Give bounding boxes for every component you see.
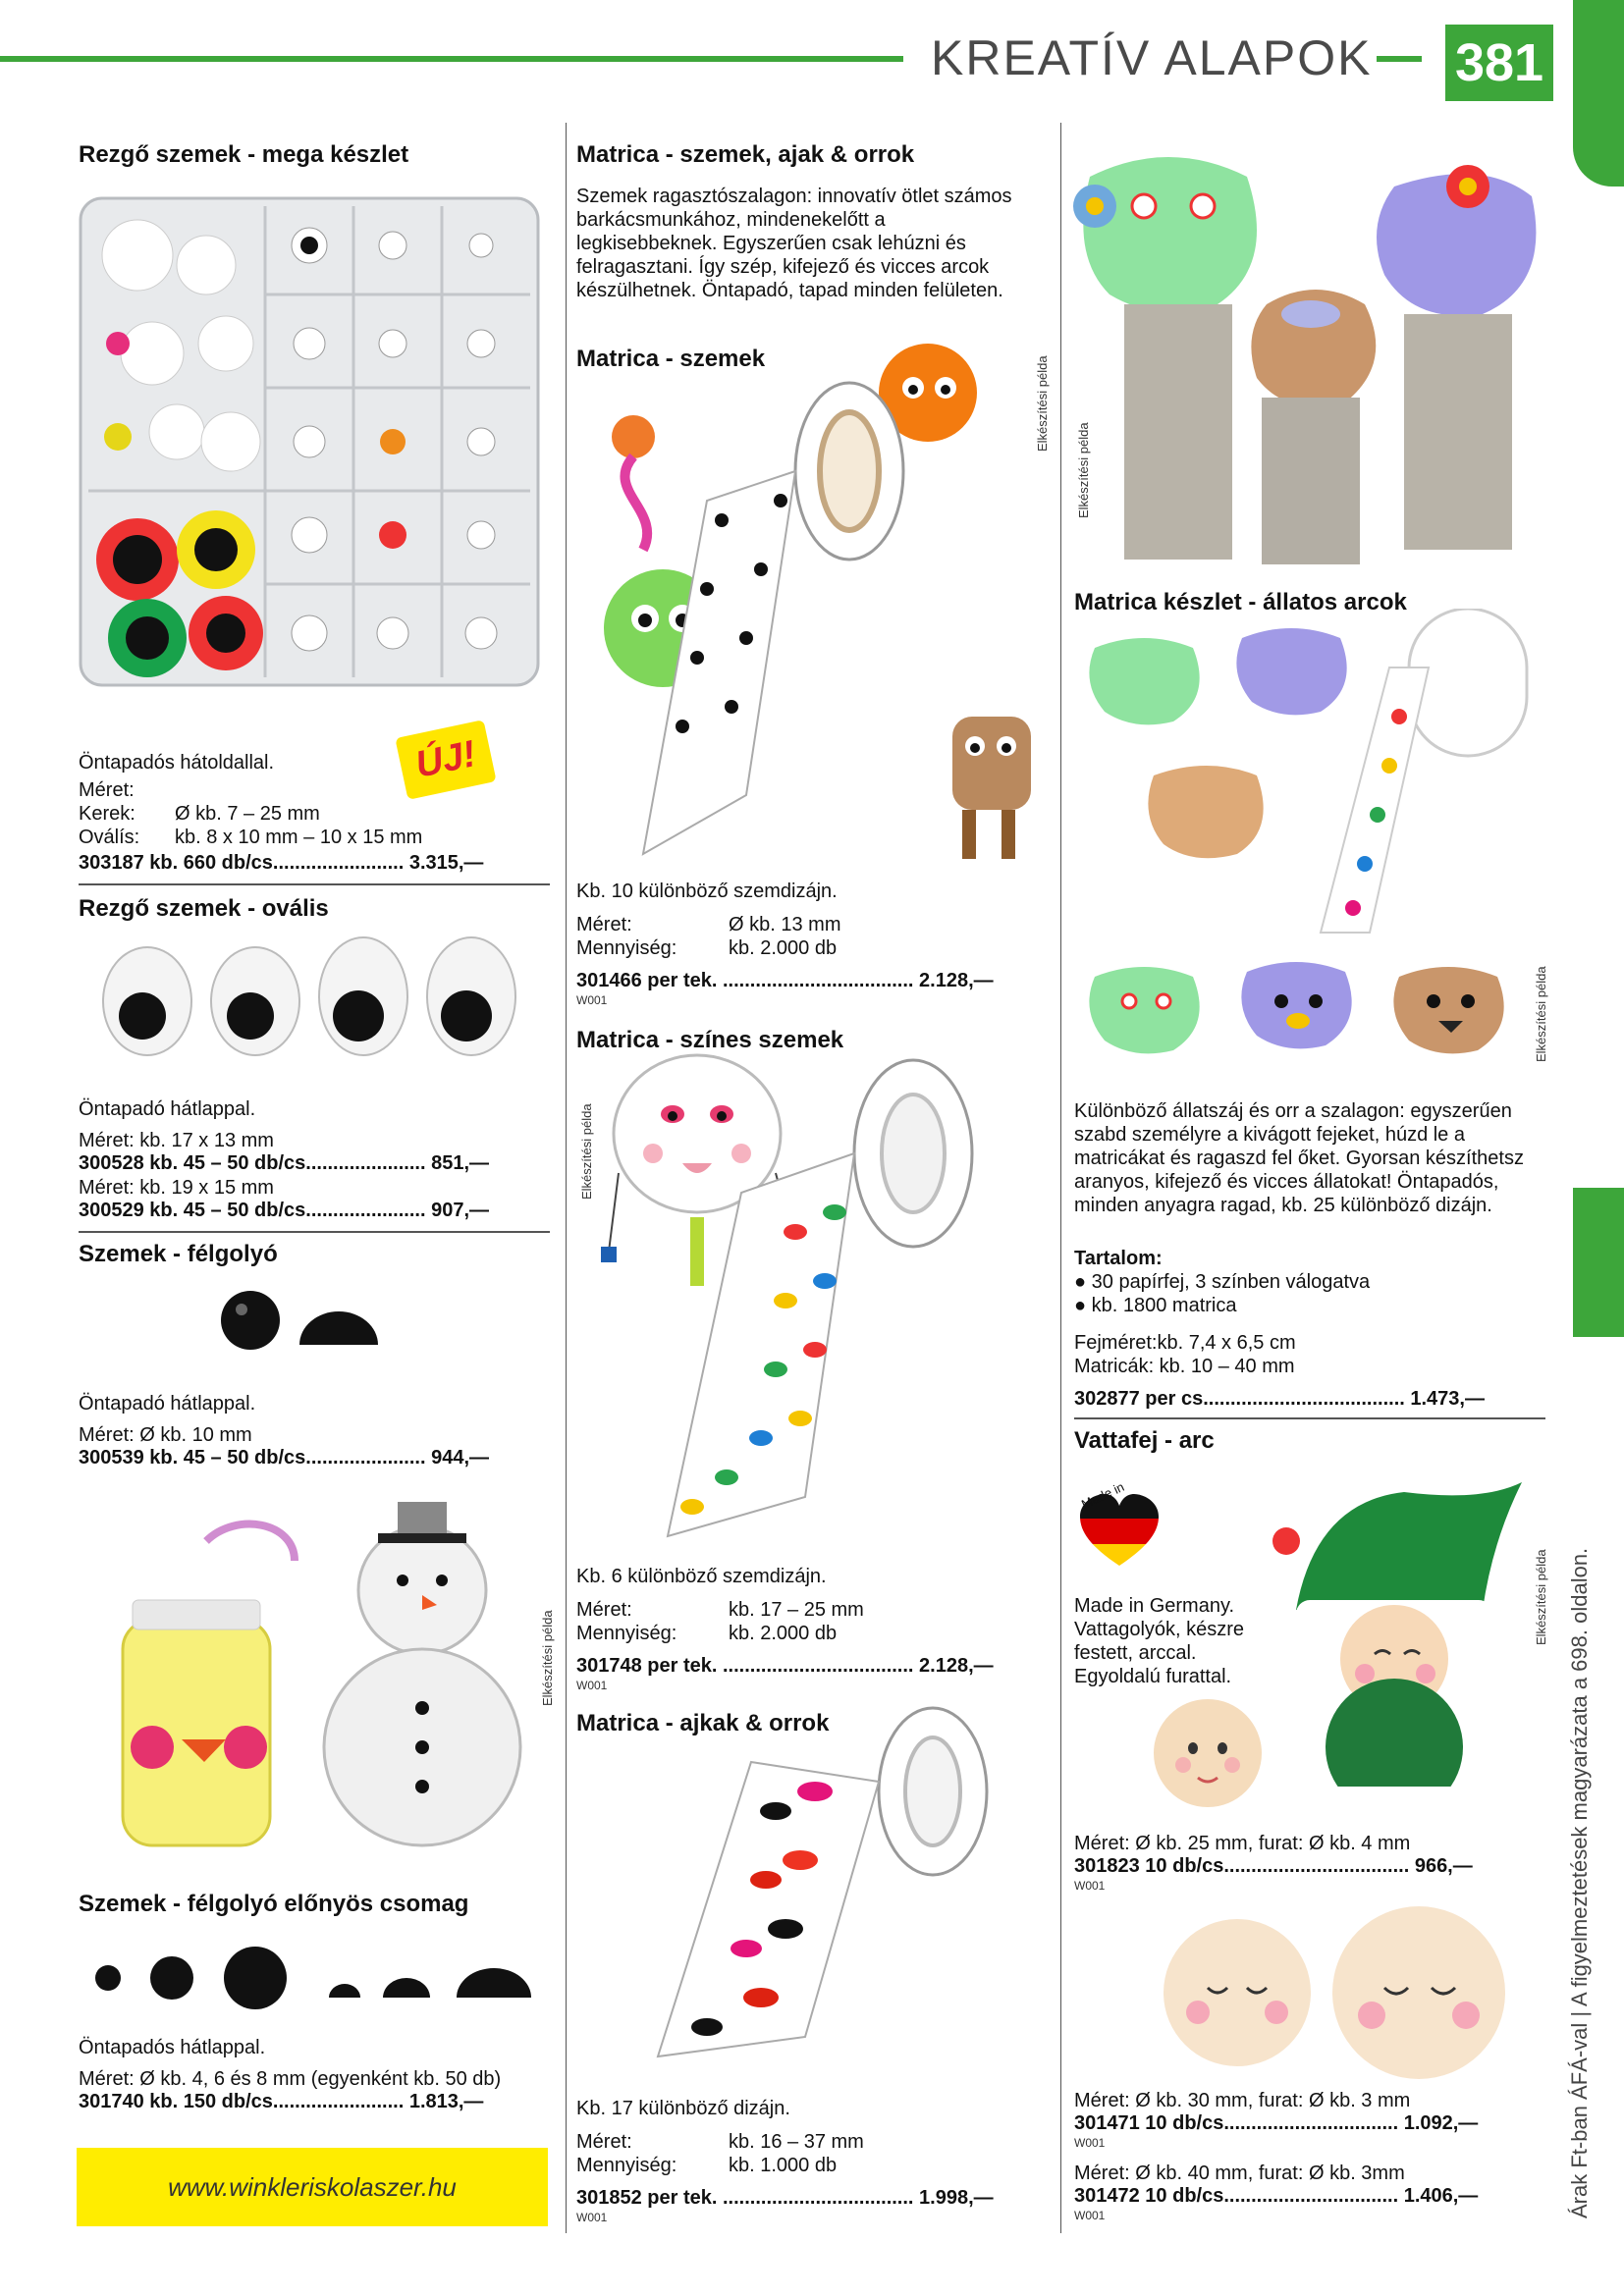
price-line: 302877 per cs..................................... 1.473,—: [1074, 1388, 1485, 1410]
contents-item: ● 30 papírfej, 3 színben válogatva: [1074, 1271, 1371, 1293]
product-text: Kb. 17 különböző dizájn.: [576, 2098, 790, 2119]
sample-label: Elkészítési példa: [1534, 1549, 1548, 1645]
side-tab-marker: [1573, 1188, 1624, 1337]
size-value: Ø kb. 13 mm: [729, 914, 841, 935]
sample-label: Elkészítési példa: [540, 1610, 555, 1706]
column-divider: [566, 123, 567, 2233]
separator: [1074, 1417, 1545, 1419]
warning-code: W001: [1074, 2136, 1106, 2150]
product-description: Különböző állatszáj és orr a szalagon: egyszerűen szabd személyre a kivágott fejeket, húzd le a matricákat és ragaszd fel őket. Gyorsan készíthetsz aranyos, kifejező és vicces állatokat! Öntapadós, minden anyagra ragad, kb. 25 különböző dizájn.: [1074, 1100, 1524, 1216]
price-note: Árak Ft-ban ÁFÁ-val | A figyelmeztetések magyarázata a 698. oldalon.: [1567, 1547, 1592, 2218]
separator: [79, 883, 550, 885]
sample-label: Elkészítési példa: [1035, 355, 1050, 452]
size-text: Matricák: kb. 10 – 40 mm: [1074, 1356, 1295, 1377]
half-bead-eyes-image: [216, 1286, 383, 1355]
warning-code: W001: [576, 993, 608, 1007]
separator: [79, 1231, 550, 1233]
size-value: kb. 16 – 37 mm: [729, 2131, 864, 2153]
header-rule-left: [0, 56, 903, 62]
section-title: KREATÍV ALAPOK: [931, 30, 1373, 85]
size-label: Méret:: [576, 2131, 632, 2153]
price-line: 301740 kb. 150 db/cs........................ 1.813,—: [79, 2091, 484, 2112]
lips-nose-sticker-roll-image: [638, 1703, 1041, 2066]
quantity-label: Mennyiség:: [576, 1623, 677, 1644]
product-title: Rezgő szemek - ovális: [79, 895, 329, 922]
product-description: Szemek ragasztószalagon: innovatív ötlet számos barkácsmunkához, mindenekelőtt a legkisebbeknek. Egyszerűen csak lehúzni és felragasztani. Így szép, kifejező és vicces arcok készülhetnek. Öntapadó, tapad minden felületen.: [576, 186, 1012, 301]
product-title: Matrica - színes szemek: [576, 1027, 844, 1053]
size-value: Ø kb. 7 – 25 mm: [175, 803, 320, 825]
product-title: Szemek - félgolyó előnyös csomag: [79, 1891, 469, 1917]
product-title: Matrica - szemek, ajak & orrok: [576, 141, 915, 168]
size-value: kb. 8 x 10 mm – 10 x 15 mm: [175, 827, 423, 848]
website-link[interactable]: www.winkleriskolaszer.hu: [77, 2148, 548, 2226]
warning-code: W001: [1074, 2209, 1106, 2222]
made-in-label: Made in: [1078, 1478, 1127, 1513]
product-description: Made in Germany. Vattagolyók, készre festett, arccal. Egyoldalú furattal.: [1074, 1595, 1245, 1687]
page-number: 381: [1445, 25, 1553, 101]
product-text: Méret: Ø kb. 10 mm: [79, 1424, 252, 1446]
product-title: Matrica - ajkak & orrok: [576, 1710, 830, 1736]
price-line: 301471 10 db/cs................................ 1.092,—: [1074, 2112, 1479, 2134]
price-line: 300529 kb. 45 – 50 db/cs...................... 907,—: [79, 1200, 489, 1221]
half-bead-eyes-pack-image: [88, 1944, 540, 2022]
cotton-head-small-image: [1149, 1694, 1267, 1812]
side-tab: [1573, 0, 1624, 187]
product-text: Kb. 10 különböző szemdizájn.: [576, 881, 838, 902]
size-text: Méret: Ø kb. 40 mm, furat: Ø kb. 3mm: [1074, 2163, 1405, 2184]
size-text: Méret: Ø kb. 30 mm, furat: Ø kb. 3 mm: [1074, 2090, 1411, 2111]
contents-item: ● kb. 1800 matrica: [1074, 1295, 1237, 1316]
price-line: 301748 per tek. ................................... 2.128,—: [576, 1655, 994, 1677]
new-badge: ÚJ!: [395, 720, 496, 800]
product-title: Matrica készlet - állatos arcok: [1074, 589, 1407, 615]
sample-label: Elkészítési példa: [1076, 422, 1091, 518]
animal-tube-craft-image: [1070, 147, 1561, 579]
price-line: 301852 per tek. ................................... 1.998,—: [576, 2187, 994, 2209]
elf-pompom-craft-image: [1257, 1463, 1532, 1787]
contents-title: Tartalom:: [1074, 1248, 1163, 1269]
size-text: Fejméret:kb. 7,4 x 6,5 cm: [1074, 1332, 1296, 1354]
column-divider: [1060, 123, 1061, 2233]
product-text: Méret: Ø kb. 4, 6 és 8 mm (egyenként kb. 50 db): [79, 2068, 502, 2090]
size-label: Kerek:: [79, 803, 135, 825]
quantity-value: kb. 2.000 db: [729, 1623, 838, 1644]
product-text: Öntapadós hátoldallal.: [79, 752, 275, 774]
price-line: 301472 10 db/cs................................ 1.406,—: [1074, 2185, 1479, 2207]
product-title: Matrica - szemek: [576, 346, 766, 372]
size-label: Méret:: [576, 914, 632, 935]
googly-eyes-box-image: [79, 196, 540, 687]
product-text: Méret: kb. 19 x 15 mm: [79, 1177, 274, 1199]
size-value: kb. 17 – 25 mm: [729, 1599, 864, 1621]
product-title: Vattafej - arc: [1074, 1427, 1215, 1454]
price-line: 301466 per tek. ................................... 2.128,—: [576, 970, 994, 991]
product-title: Rezgő szemek - mega készlet: [79, 141, 409, 168]
size-label: Méret:: [576, 1599, 632, 1621]
product-text: Kb. 6 különböző szemdizájn.: [576, 1566, 827, 1587]
product-text: Méret:: [79, 779, 135, 801]
product-text: Öntapadó hátlappal.: [79, 1393, 256, 1415]
header-rule-right: [1377, 56, 1422, 62]
colored-eye-sticker-roll-image: [599, 1045, 1051, 1556]
animal-faces-set-image: [1075, 609, 1546, 1070]
quantity-value: kb. 2.000 db: [729, 937, 838, 959]
price-line: 300539 kb. 45 – 50 db/cs...................... 944,—: [79, 1447, 489, 1468]
product-title: Szemek - félgolyó: [79, 1241, 278, 1267]
product-text: Öntapadó hátlappal.: [79, 1098, 256, 1120]
eye-sticker-roll-image: [584, 324, 1046, 883]
price-line: 301823 10 db/cs.................................. 966,—: [1074, 1855, 1473, 1877]
warning-code: W001: [1074, 1879, 1106, 1893]
warning-code: W001: [576, 1679, 608, 1692]
quantity-label: Mennyiség:: [576, 2155, 677, 2176]
cotton-heads-large-image: [1154, 1899, 1527, 2086]
price-line: 300528 kb. 45 – 50 db/cs...................... 851,—: [79, 1152, 489, 1174]
product-text: Méret: kb. 17 x 13 mm: [79, 1130, 274, 1151]
sample-label: Elkészítési példa: [1534, 966, 1548, 1062]
size-label: Oválís:: [79, 827, 140, 848]
craft-sample-jar-snowman-image: [98, 1482, 530, 1875]
product-text: Öntapadós hátlappal.: [79, 2037, 266, 2058]
sample-label: Elkészítési példa: [579, 1103, 594, 1200]
quantity-label: Mennyiség:: [576, 937, 677, 959]
warning-code: W001: [576, 2211, 608, 2224]
price-line: 303187 kb. 660 db/cs........................ 3.315,—: [79, 852, 484, 874]
size-text: Méret: Ø kb. 25 mm, furat: Ø kb. 4 mm: [1074, 1833, 1411, 1854]
quantity-value: kb. 1.000 db: [729, 2155, 838, 2176]
oval-eyes-image: [98, 933, 530, 1060]
